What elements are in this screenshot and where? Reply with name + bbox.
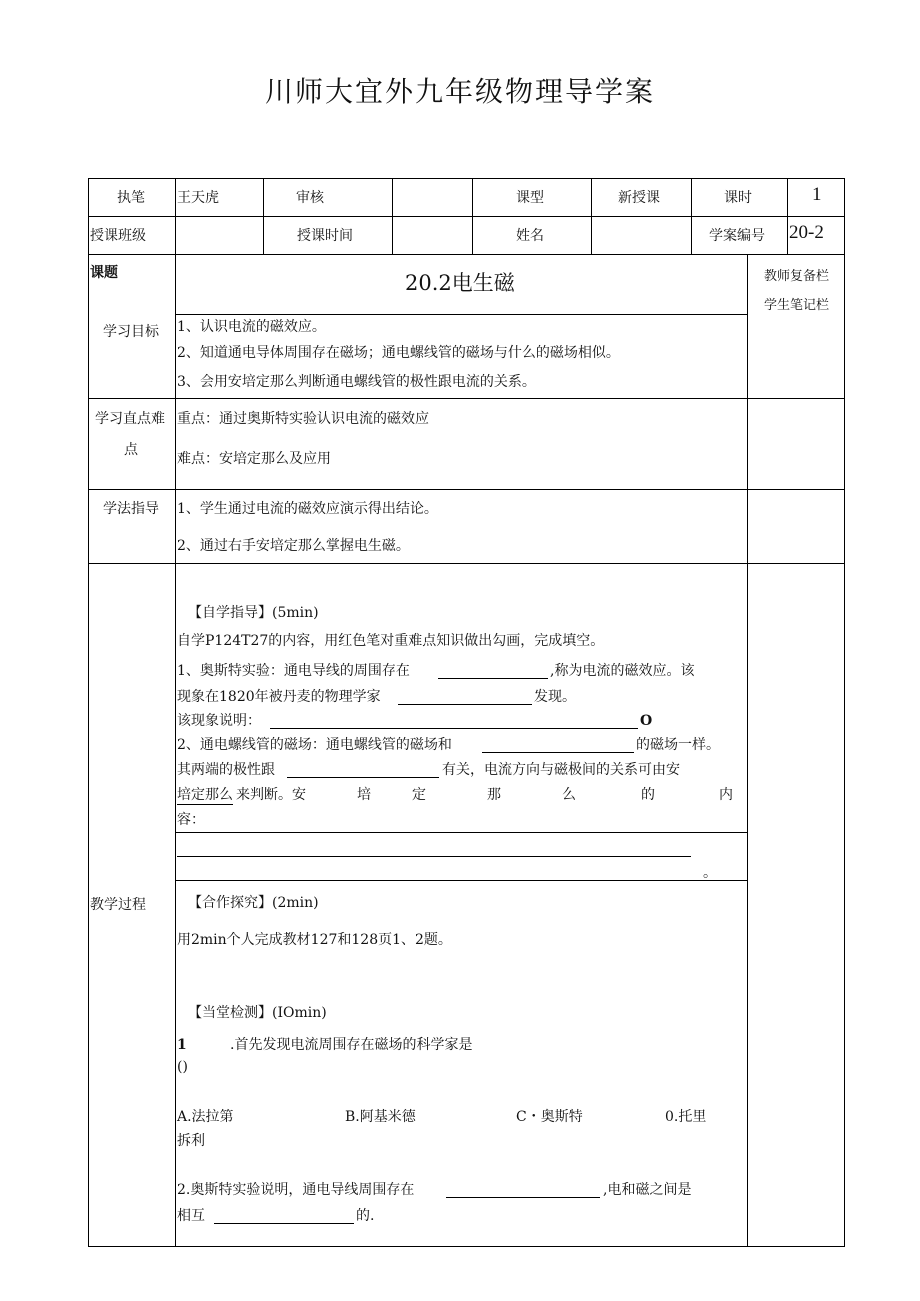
code-value: 20-2 — [789, 222, 824, 243]
option-b: B.阿基米德 — [345, 1109, 416, 1125]
focus-label-2: 点 — [124, 442, 138, 458]
name-label: 姓名 — [516, 228, 544, 244]
blank-line[interactable] — [438, 664, 548, 679]
option-c: C・奥斯特 — [516, 1109, 583, 1125]
blank-line[interactable] — [270, 714, 638, 729]
cooperation-heading: 【合作探究】(2min) — [188, 895, 319, 911]
blank-line[interactable] — [446, 1183, 600, 1198]
q2-text-d: 有关，电流方向与磁极间的关系可由安 — [442, 762, 680, 778]
goals-label: 学习目标 — [103, 324, 159, 340]
q2-text-a: 2、通电螺线管的磁场：通电螺线管的磁场和 — [177, 737, 452, 753]
review-label: 审核 — [296, 190, 324, 206]
test-q1-paren: () — [177, 1059, 188, 1075]
method-label: 学法指导 — [103, 501, 159, 517]
spaced-char: 定 — [412, 787, 426, 803]
blank-line[interactable] — [214, 1209, 354, 1224]
test-q2-text-a: 2.奥斯特实验说明，通电导线周围存在 — [177, 1182, 415, 1198]
q2-text-b: 的磁场一样。 — [636, 737, 720, 753]
q1-text-b: ,称为电流的磁效应。该 — [550, 663, 695, 679]
class-label: 授课班级 — [90, 228, 146, 244]
goal-item: 1、认识电流的磁效应。 — [177, 319, 326, 335]
option-d-cont: 拆利 — [177, 1133, 205, 1149]
key-point: 重点：通过奥斯特实验认识电流的磁效应 — [177, 411, 429, 427]
hours-value: 1 — [812, 184, 822, 205]
self-study-heading: 【自学指导】(5min) — [188, 605, 319, 621]
self-study-intro: 自学P124T27的内容，用红色笔对重难点知识做出勾画，完成填空。 — [177, 633, 605, 649]
spaced-char: 那 — [487, 787, 501, 803]
q2-text-e: 培定那么 — [177, 787, 233, 803]
option-a: A.法拉第 — [177, 1109, 234, 1125]
test-q1-num: 1 — [177, 1037, 187, 1053]
q1-text-d: 发现。 — [534, 689, 576, 705]
method-item: 1、学生通过电流的磁效应演示得出结论。 — [177, 501, 438, 517]
method-item: 2、通过右手安培定那么掌握电生磁。 — [177, 538, 410, 554]
goal-item: 2、知道通电导体周围存在磁场；通电螺线管的磁场与什么的磁场相似。 — [177, 345, 620, 361]
test-q2-text-d: 的. — [356, 1208, 375, 1224]
spaced-char: 内 — [719, 787, 733, 803]
option-d: 0.托里 — [665, 1109, 707, 1125]
q1-text-f: O — [640, 713, 653, 729]
cooperation-text: 用2min个人完成教材127和128页1、2题。 — [177, 932, 452, 948]
test-q1-text: .首先发现电流周围存在磁场的科学家是 — [230, 1037, 473, 1053]
test-q2-text-c: 相互 — [177, 1208, 205, 1224]
hours-label: 课时 — [724, 190, 752, 206]
author-label: 执笔 — [117, 190, 145, 206]
process-label: 教学过程 — [90, 897, 146, 913]
time-label: 授课时间 — [297, 228, 353, 244]
answer-line[interactable] — [177, 856, 691, 857]
test-heading: 【当堂检测】(IOmin) — [188, 1005, 327, 1021]
blank-line[interactable] — [287, 763, 439, 778]
q2-text-c: 其两端的极性跟 — [177, 762, 275, 778]
author-value: 王天虎 — [177, 190, 219, 206]
page-title: 川师大宜外九年级物理导学案 — [264, 75, 655, 108]
spaced-char: 么 — [562, 787, 576, 803]
test-q2-text-b: ,电和磁之间是 — [603, 1182, 692, 1198]
spaced-char: 的 — [641, 787, 655, 803]
goal-item: 3、会用安培定那么判断通电螺线管的极性跟电流的关系。 — [177, 374, 536, 390]
q1-text-e: 该现象说明： — [177, 713, 261, 729]
topic-value: 20.2电生磁 — [405, 271, 515, 295]
blank-line[interactable] — [482, 738, 634, 753]
type-label: 课型 — [516, 190, 544, 206]
q1-text-a: 1、奥斯特实验：通电导线的周围存在 — [177, 663, 410, 679]
q2-text-g: 容： — [177, 812, 205, 828]
q2-text-f: 来判断。安 — [236, 787, 306, 803]
spaced-char: 培 — [357, 787, 371, 803]
side-col-student: 学生笔记栏 — [764, 298, 830, 313]
blank-line[interactable] — [398, 690, 532, 705]
q2-end: 。 — [703, 865, 717, 881]
topic-label: 课题 — [90, 265, 118, 281]
code-label: 学案编号 — [709, 228, 765, 244]
side-col-teacher: 教师复备栏 — [764, 269, 830, 284]
q1-text-c: 现象在1820年被丹麦的物理学家 — [177, 689, 381, 705]
type-value: 新授课 — [618, 190, 660, 206]
difficult-point: 难点：安培定那么及应用 — [177, 451, 331, 467]
focus-label-1: 学习直点难 — [95, 411, 165, 427]
